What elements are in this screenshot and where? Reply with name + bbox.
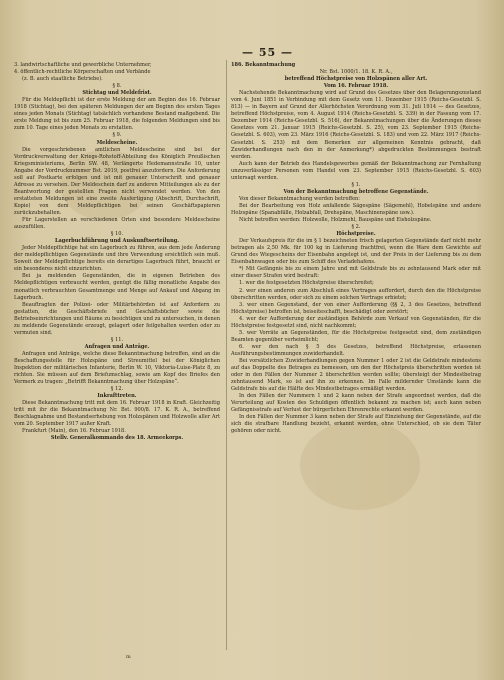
left-column [14, 62, 220, 443]
left-column-paragraph: Jeder Meldepflichtige hat ein Lagerbuch zu führen, aus dem jede Änderung der meldepflichtigen Gegenstände und ihre Verwendung ersichtlich sein muß. Soweit der Meldepflichtige bereits ein derartiges Lagerbuch führt, braucht er ein besonderes nicht einzurichten. [14, 245, 220, 273]
right-column-paragraph: Vom 16. Februar 1918. [323, 83, 389, 90]
right-column-paragraph: 2. wer einen anderen zum Abschluß eines Vertrages auffordert, durch den die Höchstpreise überschritten werden, oder sich zu einem solchen Vertrage erbietet; [231, 287, 481, 301]
left-column-paragraph: Frankfurt (Main), den 16. Februar 1918. [22, 428, 126, 435]
right-column-paragraph: Höchstpreise. [336, 231, 376, 238]
right-column-paragraph: 3. wer einen Gegenstand, der von einer Aufforderung (§§ 2, 3 des Gesetzes, betreffend Höchstpreise) betroffen ist, beiseiteschafft, beschädigt oder zerstört; [231, 301, 481, 315]
right-column-paragraph: 186. Bekanntmachung [231, 62, 296, 68]
left-column-paragraph: § 12. [110, 386, 124, 393]
right-column-paragraph: § 2. [351, 224, 361, 231]
left-column-paragraph: Inkrafttreten. [97, 393, 137, 400]
right-column-paragraph: In den Fällen der Nummer 3 kann neben der Strafe auf Einziehung der Gegenstände, auf die sich die strafbare Handlung bezieht, erkannt werden, ohne Unterschied, ob sie dem Täter gehören oder nicht. [231, 414, 481, 435]
right-column-paragraph: Auch kann der Betrieb des Handelsgewerbes gemäß der Bekanntmachung zur Fernhaltung unzuverlässiger Personen vom Handel vom 23. September 1915 (Reichs-Gesetzbl. S. 603) untersagt werden. [231, 160, 481, 181]
left-column-paragraph: 4. öffentlich-rechtliche Körperschaften und Verbände [14, 69, 151, 76]
left-column-paragraph: § 8. [112, 83, 122, 90]
right-column-paragraph: Bei der Bearbeitung von Holz anfallende Sägespäne (Sägemehl), Hobelspäne und andere Holzspäne (Spanabfälle, Holzabfall, Drehspäne, Maschinenspäne usw.). [231, 202, 481, 216]
left-column-paragraph: Für die Meldepflicht ist der erste Meldung der am Beginn des 16. Februar 1918 (Stichtag), bei den späteren Meldungen der am Beginn des ersten Tages eines jeden Monats (Stichtag) tatsächlich vorhandene Bestand maßgebend. Die erste Meldung ist bis zum 25. Februar 1918, die folgenden Meldungen sind bis zum 10. Tage eines jeden Monats zu erstatten. [14, 97, 220, 132]
right-column-paragraph: Bei vorsätzlichen Zuwiderhandlungen gegen Nummer 1 oder 2 ist die Geldstrafe mindestens auf das Doppelte des Betrages zu bemessen, um den der Höchstpreis überschritten worden ist oder in den Fällen der Nummer 2 überschritten werden sollte; übersteigt der Mindestbetrag zehntausend Mark, so ist auf ihn zu erkennen. Im Falle mildernder Umstände kann die Geldstrafe bis auf die Hälfte des Mindestbetrages ermäßigt werden. [231, 357, 481, 393]
left-column-paragraph: 3. landwirtschaftliche und gewerbliche Unternehmer, [14, 62, 152, 68]
left-column-paragraph: § 9. [112, 132, 122, 139]
right-column-paragraph: 1. wer die festgesetzten Höchstpreise überschreitet; [239, 280, 374, 287]
left-column-paragraph: Anfragen und Anträge. [84, 343, 150, 350]
left-column-paragraph: Diese Bekanntmachung tritt mit dem 16. Februar 1918 in Kraft. Gleichzeitig tritt mit ihr die Bekanntmachung Nr. Bst. 900/8. 17. K. R. A., betreffend Beschlagnahme und Bestandserhebung von Holzspänen und Holzwolle aller Art vom 20. September 1917 außer Kraft. [14, 400, 220, 428]
left-column-paragraph: § 10. [110, 231, 124, 238]
right-column-paragraph: Nachstehende Bekanntmachung wird auf Grund des Gesetzes über den Belagerungszustand vom 4. Juni 1851 in Verbindung mit dem Gesetz vom 11. Dezember 1915 (Reichs-Gesetzbl. S. 813) — in Bayern auf Grund der Allerhöchsten Verordnung vom 31. Juli 1914 — des Gesetzes, betreffend Höchstpreise, vom 4. August 1914 (Reichs-Gesetzbl. S. 339) in der Fassung vom 17. Dezember 1914 (Reichs-Gesetzbl. S. 516), der Bekanntmachungen über die Änderungen dieses Gesetzes vom 21. Januar 1915 (Reichs-Gesetzbl. S. 25), vom 23. September 1915 (Reichs-Gesetzbl. S. 603), vom 23. März 1916 (Reichs-Gesetzbl. S. 183) und vom 22. März 1917 (Reichs-Gesetzbl. S. 253) mit dem Bemerken zur allgemeinen Kenntnis gebracht, daß Zuwiderhandlungen nach den in der Anmerkung*) abgedruckten Bestimmungen bestraft werden. [231, 90, 481, 160]
right-column-paragraph: Nr. Bst. 1000/1. 18. K. R. A., [319, 69, 393, 76]
column-divider [226, 60, 227, 650]
left-column-paragraph: Die vorgeschriebenen amtlichen Meldescheine sind bei der Vordruckverwaltung der Kriegs-Rohstoff-Abteilung des Königlich Preußischen Kriegsministeriums, Berlin SW. 48, Verlängerte Hedemannstraße 10, unter Angabe der Vordrucknummer Bst. 2019, postfrei anzufordern. Die Anforderung soll auf Postkarte erfolgen und ist mit genauer Unterschrift und genauer Adresse zu versehen. Der Meldeschein darf zu anderen Mitteilungen als zu der Beantwortung der gestellten Fragen nicht verwendet werden. Von den erstatteten Meldungen ist eine zweite Ausfertigung (Abschrift, Durchschrift, Kopie) von dem Meldepflichtigen bei seinen Geschäftspapieren zurückzubehalten. [14, 146, 220, 216]
right-column-paragraph: Von der Bekanntmachung betroffene Gegenstände. [283, 188, 429, 195]
right-column [231, 62, 481, 435]
left-column-paragraph: Stichtag und Meldefrist. [82, 90, 152, 97]
left-column-paragraph: Lagerbuchführung und Auskunftserteilung. [54, 238, 180, 245]
right-column-paragraph: betreffend Höchstpreise von Holzspänen aller Art. [284, 76, 428, 83]
page-number: — 55 — [242, 46, 293, 59]
right-column-paragraph: Der Verkaufspreis für die im § 1 bezeichneten frisch gelagerten Gegenstände darf nicht mehr betragen als 2,50 Mk. für 100 kg in Lieferung frachtfrei, wenn die Ware dem Gewichte auf Grund des Wiegescheins der Eisenbahn angelegt ist, und der Preis in der Lieferung bis zu dem Eisenbahnwagen oder bis zum Schiff des Verladehafens. [231, 238, 481, 266]
left-column-paragraph: Stellv. Generalkommando des 18. Armeekorps. [50, 435, 184, 442]
left-column-paragraph: (z. B. auch staatliche Betriebe). [22, 76, 103, 83]
left-column-paragraph: Für Lagerstellen an verschiedenen Orten sind besondere Meldescheine auszufüllen. [14, 217, 220, 231]
right-column-paragraph: *) Mit Gefängnis bis zu einem Jahre und mit Geldstrafe bis zu zehntausend Mark oder mit einer dieser Strafen wird bestraft: [231, 266, 481, 280]
right-column-paragraph: § 1. [351, 181, 361, 188]
left-column-paragraph: Meldescheine. [96, 139, 138, 146]
left-column-paragraph: § 11. [110, 336, 124, 343]
right-column-paragraph: 4. wer der Aufforderung der zuständigen Behörde zum Verkauf von Gegenständen, für die Höchstpreise festgesetzt sind, nicht nachkommt; [231, 315, 481, 329]
bottom-mark: m [126, 654, 131, 660]
right-column-paragraph: Nicht betroffen werden: Holzwolle, Holzmehl, Bauspäne und Eisholzspäne. [239, 217, 432, 224]
right-column-paragraph: Von dieser Bekanntmachung werden betroffen: [239, 195, 361, 202]
left-column-paragraph: Beauftragten der Polizei- oder Militärbehörden ist auf Anfordern zu gestatten, die Geschäftsbriefe und Geschäftsbücher sowie die Betriebseinrichtungen und Räume zu besichtigen und zu untersuchen, in denen zu meldende Gegenstände erzeugt, gelagert oder feilgehalten werden oder zu vermuten sind. [14, 301, 220, 336]
right-column-paragraph: 5. wer Vorräte an Gegenständen, für die Höchstpreise festgesetzt sind, dem zuständigen Beamten gegenüber verheimlicht; [231, 329, 481, 343]
left-column-paragraph: Bei ja meldenden Gegenständen, die in eigenen Betrieben des Meldepflichtigen verbraucht werden, genügt die fällig monatliche Angabe des monatlich verbrauchten Gesamtmenge und Menge auf Ankauf und Abgang im Lagerbuch. [14, 273, 220, 301]
right-column-paragraph: 6. wer den nach § 5 des Gesetzes, betreffend Höchstpreise, erlassenen Ausführungsbestimmungen zuwiderhandelt. [231, 343, 481, 357]
left-column-paragraph: Anfragen und Anträge, welche diese Bekanntmachung betreffen, sind an die Beschaffungsstelle für Holzspäne und Streumittel bei der Königlichen Inspektion der militärischen Infanterie, Berlin W. 10, Viktoria-Luise-Platz 8, zu richten. Sie müssen auf dem Briefumschlag, sowie am Kopf des Briefes den Vermerk zu tragen: „Betrifft Bekanntmachung über Holzspäne“. [14, 350, 220, 386]
right-column-paragraph: In den Fällen der Nummern 1 und 2 kann neben der Strafe angeordnet werden, daß die Verurteilung auf Kosten des Schuldigen öffentlich bekannt zu machen ist; auch kann neben Gefängnisstrafe auf Verlust der bürgerlichen Ehrenrechte erkannt werden. [231, 393, 481, 414]
